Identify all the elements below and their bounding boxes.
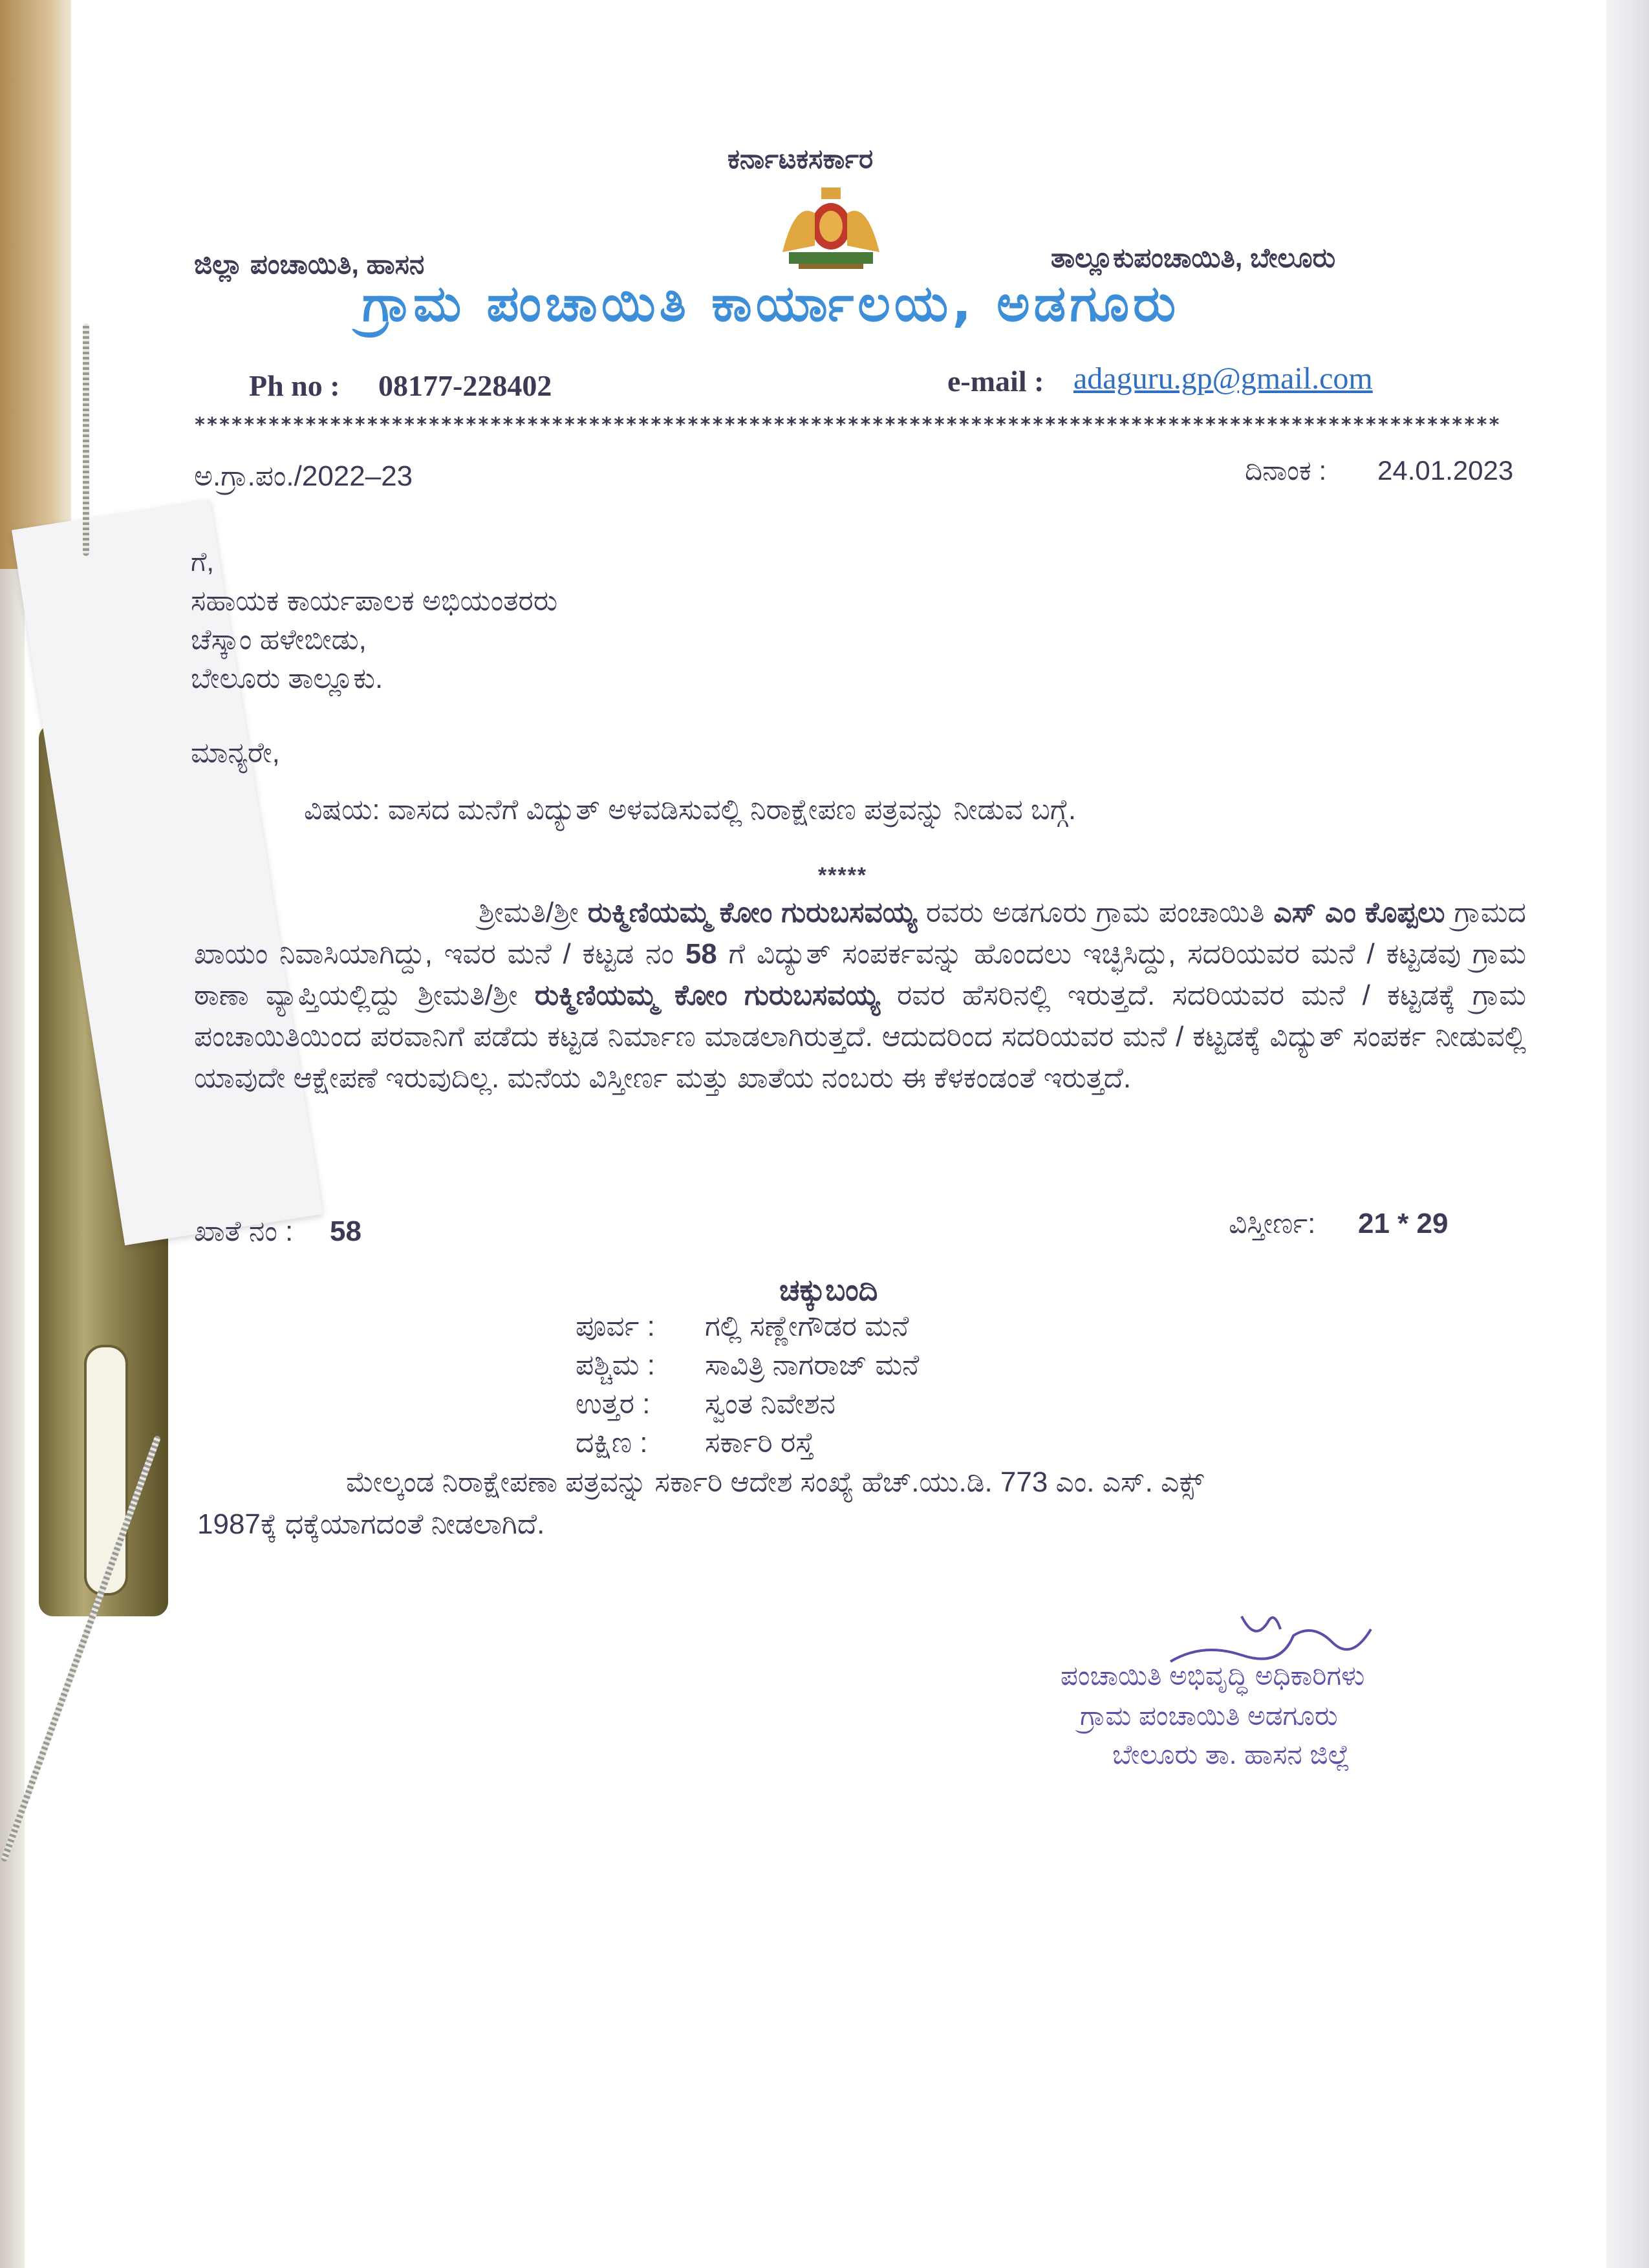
reference-number: ಅ.ಗ್ರಾ.ಪಂ./2022–23 xyxy=(194,460,413,492)
body-paragraph xyxy=(194,892,1526,1099)
applicant-name: ರುಕ್ಮಿಣಿಯಮ್ಮ ಕೋಂ ಗುರುಬಸವಯ್ಯ xyxy=(587,897,917,928)
addressee-taluk: ಬೇಲೂರು ತಾಲ್ಲೂಕು. xyxy=(191,663,383,694)
boundary-row xyxy=(576,1311,909,1343)
date-value: 24.01.2023 xyxy=(1377,455,1514,486)
email-link[interactable]: adaguru.gp@gmail.com xyxy=(1073,361,1373,396)
govt-title: ಕರ್ನಾಟಕಸರ್ಕಾರ xyxy=(727,144,874,174)
folder-slot xyxy=(84,1345,128,1596)
signatory-office: ಗ್ರಾಮ ಪಂಚಾಯಿತಿ ಅಡಗೂರು xyxy=(1080,1700,1338,1731)
body-text-1: ಶ್ರೀಮತಿ/ಶ್ರೀ xyxy=(479,897,579,928)
boundary-direction: ಉತ್ತರ : xyxy=(576,1388,651,1420)
applicant-name-repeat: ರುಕ್ಮಿಣಿಯಮ್ಮ ಕೋಂ ಗುರುಬಸವಯ್ಯ xyxy=(534,979,880,1011)
khata-label: ಖಾತೆ ನಂ : xyxy=(194,1215,294,1247)
boundary-direction: ದಕ್ಷಿಣ : xyxy=(576,1427,648,1459)
phone-label: Ph no : xyxy=(249,369,340,402)
boundaries-title: ಚಕ್ಕುಬಂದಿ xyxy=(779,1273,878,1307)
body-text-5: ರವರ ಹೆಸರಿನಲ್ಲಿ ಇರುತ್ತದೆ. ಸದರಿಯವರ ಮನೆ / ಕಟ್ಟಡಕ್ಕೆ ಗ್ರಾಮ ಪಂಚಾಯಿತಿಯಿಂದ ಪರವಾನಿಗೆ ಪಡೆದು ಕಟ್ಟಡ ನಿರ್ಮಾಣ ಮಾಡಲಾಗಿರುತ್ತದೆ. ಆದುದರಿಂದ ಸದರಿಯವರ ಮನೆ / ಕಟ್ಟಡಕ್ಕೆ ವಿದ್ಯುತ್ ಸಂಪರ್ಕ ನೀಡುವಲ್ಲಿ ಯಾವುದೇ ಆಕ್ಷೇಪಣೆ ಇರುವುದಿಲ್ಲ. ಮನೆಯ ವಿಸ್ತೀರ್ಣ ಮತ್ತು ಖಾತೆಯ ನಂಬರು ಈ ಕೆಳಕಂಡಂತೆ ಇರುತ್ತದೆ. xyxy=(194,979,1526,1094)
addressee-designation: ಸಹಾಯಕ ಕಾರ್ಯಪಾಲಕ ಅಭಿಯಂತರರು xyxy=(191,585,558,617)
closing-line-2: 1987ಕ್ಕೆ ಧಕ್ಕೆಯಾಗದಂತೆ ನೀಡಲಾಗಿದೆ. xyxy=(197,1508,545,1540)
boundary-direction: ಪಶ್ಚಿಮ : xyxy=(576,1349,655,1381)
body-text-3: ಗ್ರಾಮದ ಖಾಯಂ ನಿವಾಸಿಯಾಗಿದ್ದು, ಇವರ ಮನೆ / ಕಟ್ಟಡ ನಂ xyxy=(194,897,1526,970)
taluk-panchayat: ತಾಲ್ಲೂಕುಪಂಚಾಯಿತಿ, ಬೇಲೂರು xyxy=(1051,242,1336,273)
district-panchayat: ಜಿಲ್ಲಾ ಪಂಚಾಯಿತಿ, ಹಾಸನ xyxy=(194,249,425,279)
addressee-office: ಚೆಸ್ಕಾಂ ಹಳೇಬೀಡು, xyxy=(191,624,367,656)
area-label: ವಿಸ್ತೀರ್ಣ: xyxy=(1229,1208,1316,1239)
subject-line: ವಿಷಯ: ವಾಸದ ಮನೆಗೆ ವಿದ್ಯುತ್ ಅಳವಡಿಸುವಲ್ಲಿ ನಿರಾಕ್ಷೇಪಣ ಪತ್ರವನ್ನು ನೀಡುವ ಬಗ್ಗೆ. xyxy=(304,794,1077,826)
khata-number: 58 xyxy=(330,1215,361,1247)
boundary-row xyxy=(576,1349,919,1382)
body-text-2: ರವರು ಅಡಗೂರು ಗ್ರಾಮ ಪಂಚಾಯಿತಿ xyxy=(925,897,1265,928)
closing-line-1: ಮೇಲ್ಕಂಡ ನಿರಾಕ್ಷೇಪಣಾ ಪತ್ರವನ್ನು ಸರ್ಕಾರಿ ಆದೇಶ ಸಂಖ್ಯೆ ಹೆಚ್.ಯು.ಡಿ. 773 ಎಂ. ಎಸ್. ಎಕ್ಸ್ xyxy=(346,1466,1204,1498)
karnataka-emblem-icon xyxy=(776,175,886,272)
boundary-value: ಸ್ವಂತ ನಿವೇಶನ xyxy=(705,1388,835,1420)
boundary-row xyxy=(576,1427,814,1459)
boundary-value: ಸರ್ಕಾರಿ ರಸ್ತೆ xyxy=(705,1427,815,1459)
email-label: e-mail : xyxy=(947,365,1044,398)
header-separator: ********************************************************************************************************** xyxy=(194,414,1501,436)
date-label: ದಿನಾಂಕ : xyxy=(1245,455,1327,486)
boundary-value: ಗಲ್ಲಿ ಸಣ್ಣೇಗೌಡರ ಮನೆ xyxy=(705,1311,909,1342)
office-title: ಗ್ರಾಮ ಪಂಚಾಯಿತಿ ಕಾರ್ಯಾಲಯ, ಅಡಗೂರು xyxy=(362,275,1180,333)
to-label: ಗೆ, xyxy=(191,546,215,577)
signatory-designation: ಪಂಚಾಯಿತಿ ಅಭಿವೃದ್ಧಿ ಅಧಿಕಾರಿಗಳು xyxy=(1061,1660,1365,1691)
body-text-4: ಗೆ ವಿದ್ಯುತ್ ಸಂಪರ್ಕವನ್ನು ಹೊಂದಲು ಇಚ್ಛಿಸಿದ್ದು, ಸದರಿಯವರ ಮನೆ / ಕಟ್ಟಡವು ಗ್ರಾಮ ಠಾಣಾ ವ್ಯಾಪ್ತಿಯಲ್ಲಿದ್ದು ಶ್ರೀಮತಿ/ಶ್ರೀ xyxy=(194,938,1526,1011)
file-cover-flap xyxy=(0,0,71,569)
boundary-direction: ಪೂರ್ವ : xyxy=(576,1311,655,1342)
boundary-value: ಸಾವಿತ್ರಿ ನಾಗರಾಜ್ ಮನೆ xyxy=(705,1349,920,1381)
house-number: 58 xyxy=(685,938,717,970)
boundary-row xyxy=(576,1388,835,1420)
scan-right-edge xyxy=(1606,0,1649,2268)
village-name: ಎಸ್ ಎಂ ಕೊಪ್ಪಲು xyxy=(1273,897,1445,928)
file-spring xyxy=(83,323,89,556)
subject-separator: ***** xyxy=(818,863,868,888)
phone-number: 08177-228402 xyxy=(378,369,552,402)
signatory-location: ಬೇಲೂರು ತಾ. ಹಾಸನ ಜಿಲ್ಲೆ xyxy=(1112,1739,1350,1770)
greeting: ಮಾನ್ಯರೇ, xyxy=(191,737,280,769)
area-value: 21 * 29 xyxy=(1358,1208,1449,1239)
